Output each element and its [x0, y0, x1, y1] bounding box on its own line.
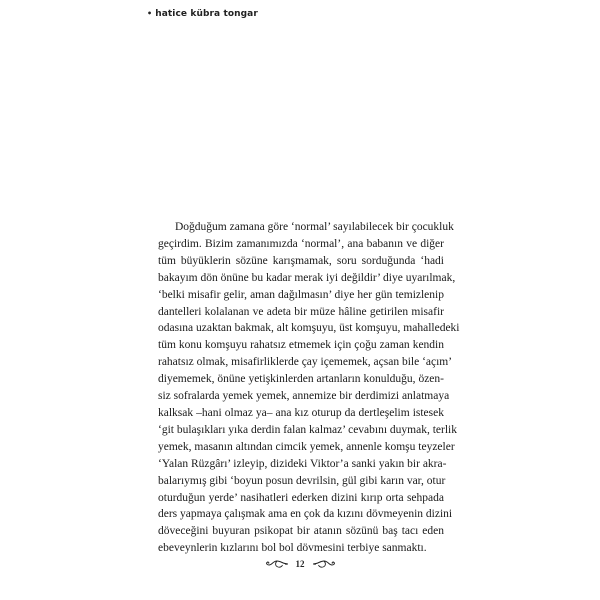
paragraph-line: ‘git bulaşıkları yıka derdin falan kalmaz’ cevabını duymak, terlik [158, 423, 457, 436]
page-footer [258, 556, 342, 572]
fleuron-right-icon [312, 559, 336, 569]
fleuron-left-icon [265, 559, 289, 569]
paragraph-line: bakayım dön önüne bu kadar merak iyi değildir’ diye uyarılmak, [158, 271, 456, 284]
paragraph-line: siz sofralarda yemek yemek, annemize bir derdimizi anlatmaya [158, 390, 450, 403]
paragraph-line: Doğduğum zamana göre ‘normal’ sayılabilecek bir çocukluk [175, 221, 454, 233]
author-name: hatice kübra tongar [155, 9, 258, 19]
page-number: 12 [295, 559, 305, 569]
paragraph-line: ‘Yalan Rüzgârı’ izleyip, dizideki Viktor’a sanki yakın bir akra- [158, 457, 447, 470]
paragraph-line: diyememek, önüne yetişkinlerden artanların konulduğu, özen- [158, 373, 444, 386]
paragraph-line: tüm konu komşuyu rahatsız etmemek için çoğu zaman kendin [158, 339, 444, 352]
running-head [147, 9, 258, 19]
paragraph-line: oturduğun yerde’ nasihatleri ederken dizini kırıp orta sehpada [158, 491, 444, 504]
paragraph-line: dantelleri kolalanan ve adeta bir müze hâline getirilen misafir [158, 305, 444, 318]
paragraph-line: yemek, masanın altından cimcik yemek, annenle komşu teyzeler [158, 440, 455, 453]
paragraph-line: odasına uzaktan bakmak, alt komşuyu, üst komşuyu, mahalledeki [158, 322, 460, 335]
bullet-icon: • [147, 9, 153, 18]
paragraph-line: ebeveynlerin kızlarını bol bol dövmesini terbiye sanmaktı. [158, 542, 427, 555]
paragraph-line: tüm büyüklerin sözüne karışmamak, soru sorduğunda ‘hadi [158, 254, 444, 267]
paragraph-line: rahatsız olmak, misafirliklerde çay içememek, açsan bile ‘açım’ [158, 356, 453, 369]
body-paragraph [158, 219, 460, 557]
paragraph-line: ders yapmaya çalışmak ama en çok da kızını dövmeyenin dizini [158, 508, 453, 521]
paragraph-line: ‘belki misafir gelir, aman dağılmasın’ diye her gün temizlenip [158, 288, 444, 301]
paragraph-line: balarıymış gibi ‘boyun posun devrilsin, gül gibi karın var, otur [158, 474, 446, 487]
paragraph-line: kalksak –hani olmaz ya– ana kız oturup da dertleşelim istesek [158, 406, 444, 419]
paragraph-line: döveceğini buyuran psikopat bir atanın sözünü baş tacı eden [158, 525, 444, 538]
paragraph-line: geçirdim. Bizim zamanımızda ‘normal’, ana babanın ve diğer [158, 237, 444, 250]
